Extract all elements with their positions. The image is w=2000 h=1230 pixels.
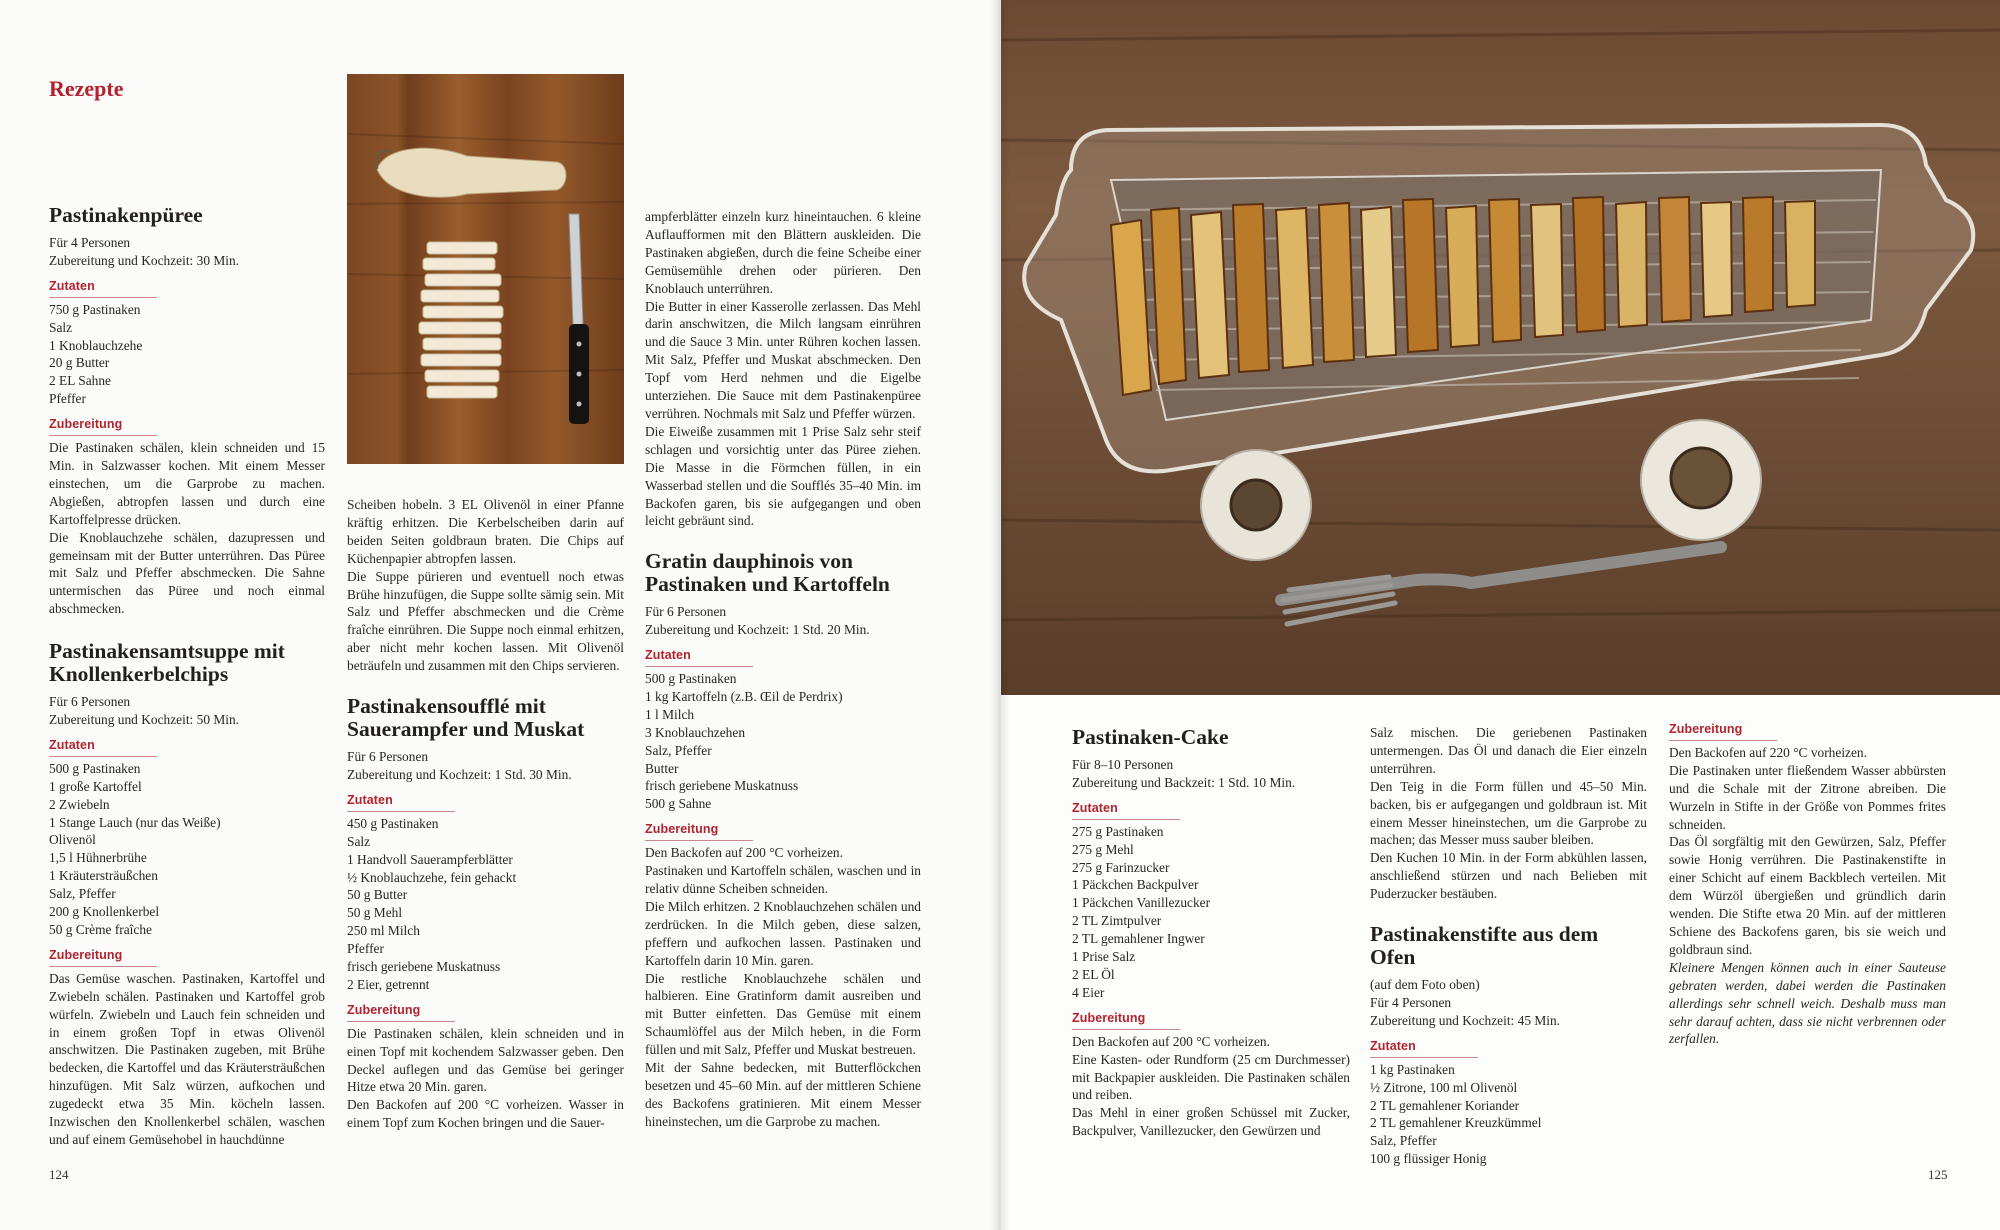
parsnip-board-photo (347, 74, 624, 464)
ingredients-heading: Zutaten (1072, 800, 1180, 820)
ingredient-item: 1 Stange Lauch (nur das Weiße) (49, 814, 221, 830)
preparation-step: ampferblätter einzeln kurz hineintauchen. 6 kleine Auflaufformen mit den Blättern auskleiden. Die Pastinaken abgießen, durch die feine Scheibe einer Gemüsemühle drehen oder pürieren. Den Knoblauch unterrühren. (645, 209, 921, 296)
preparation-step: Das Gemüse waschen. Pastinaken, Kartoffel und Zwiebeln schälen. Pastinaken und Kartoffel grob würfeln. Zwiebeln und Lauch fein schneiden und in einem großen Topf in etwas Olivenöl anschwitzen. Die Pastinaken zugeben, mit Brühe bedecken, die Kartoffel und das Kräutersträußchen hinzufügen. Mit Salz würzen, aufkochen und zugedeckt etwa 35 Min. köcheln lassen. Inzwischen den Knollenkerbel schälen, waschen und auf einem Gemüsehobel in hauchdünne (49, 970, 325, 1147)
ingredient-item: 100 g flüssiger Honig (1370, 1151, 1487, 1167)
ingredient-item: 2 Zwiebeln (49, 796, 110, 812)
ingredient-item: Salz, Pfeffer (49, 886, 116, 902)
ingredient-item: ½ Knoblauchzehe, fein gehackt (347, 869, 517, 885)
recipe-title: Pastinakenstifte aus dem Ofen (1370, 922, 1599, 970)
preparation-step: Die Eiweiße zusammen mit 1 Prise Salz sehr steif schlagen und vorsichtig unter das Püree ziehen. Die Masse in die Förmchen füllen, in ein Wasserbad stellen und die Soufflés 35–40 Min. im Backofen garen, bis sie aufgegangen und oben leicht gebräunt sind. (645, 423, 921, 529)
column-6 (1669, 720, 1946, 1048)
ingredient-item: 1 Kräutersträußchen (49, 868, 158, 884)
ingredient-item: 50 g Mehl (347, 905, 403, 921)
recipe-note: (auf dem Foto oben) (1370, 977, 1480, 993)
preparation-step: Das Mehl in einer großen Schüssel mit Zucker, Backpulver, Vanillezucker, den Gewürzen und (1072, 1105, 1350, 1139)
column-2 (347, 496, 624, 1132)
preparation-step: Die restliche Knoblauchzehe schälen und halbieren. Eine Gratinform damit ausreiben und mit Butter einfetten. Das Gemüse mit einem Schaumlöffel aus der Milch heben, in die Form füllen und mit Salz, Pfeffer und Muskat bestreuen. (645, 970, 921, 1058)
ingredient-item: ½ Zitrone, 100 ml Olivenöl (1370, 1079, 1518, 1095)
recipe-title: Pastinaken-Cake (1072, 725, 1229, 749)
ingredients-heading: Zutaten (1370, 1038, 1478, 1058)
preparation-step: Die Pastinaken schälen, klein schneiden und in einen Topf mit kochendem Salzwasser geben. Den Deckel auflegen und das Gemüse bei geringer Hitze etwa 20 Min. garen. (347, 1025, 624, 1095)
ingredient-item: 20 g Butter (49, 355, 110, 371)
recipe-persons: Für 6 Personen (49, 694, 131, 710)
recipe-time: Zubereitung und Backzeit: 1 Std. 10 Min. (1072, 774, 1296, 790)
ingredient-item: 275 g Mehl (1072, 841, 1134, 857)
preparation-heading: Zubereitung (645, 821, 753, 841)
preparation-step: Mit der Sahne bedecken, mit Butterflöckchen besetzen und 45–60 Min. auf der mittleren Schiene des Backofens gratinieren. Mit einem Messer hineinstechen, um die Garprobe zu machen. (645, 1060, 921, 1129)
ingredient-item: Salz (347, 833, 371, 849)
ingredient-item: Salz, Pfeffer (1370, 1133, 1437, 1149)
recipe-time: Zubereitung und Kochzeit: 1 Std. 20 Min. (645, 622, 870, 638)
ingredient-item: Pfeffer (49, 391, 86, 407)
ingredient-item: 2 TL gemahlener Ingwer (1072, 931, 1205, 947)
ingredient-item: Salz, Pfeffer (645, 742, 712, 758)
ingredients-heading: Zutaten (49, 737, 157, 757)
preparation-step: Den Backofen auf 200 °C vorheizen. (1072, 1033, 1270, 1049)
ingredient-item: 750 g Pastinaken (49, 301, 141, 317)
ingredient-item: 1 Knoblauchzehe (49, 337, 143, 353)
ingredient-item: 4 Eier (1072, 984, 1105, 1000)
ingredient-list (1072, 823, 1350, 1002)
ingredient-item: Salz (49, 319, 73, 335)
preparation-step: Den Backofen auf 200 °C vorheizen. Wasser in einem Topf zum Kochen bringen und die Sauer- (347, 1097, 624, 1131)
preparation-step: Das Öl sorgfältig mit den Gewürzen, Salz, Pfeffer sowie Honig verrühren. Die Pastinakenstifte in einer Schicht auf einem Backblech verteilen. Mit dem Würzöl übergießen und gründlich darin wenden. Die Stifte etwa 20 Min. auf der mittleren Schiene des Backofens garen, bis sie weich und goldbraun sind. (1669, 834, 1946, 957)
recipe-persons: Für 6 Personen (645, 604, 727, 620)
ingredient-item: frisch geriebene Muskatnuss (347, 959, 501, 975)
ingredient-item: 275 g Farinzucker (1072, 859, 1170, 875)
recipe-title: Pastinakensoufflé mit Sauerampfer und Muskat (347, 694, 585, 742)
preparation-step: Die Pastinaken unter fließendem Wasser abbürsten und die Schale mit der Zitrone abreiben. Die Wurzeln in Stifte in der Größe von Pommes frites schneiden. (1669, 762, 1946, 832)
ingredients-heading: Zutaten (645, 647, 753, 667)
parsnip-photo-art (347, 74, 624, 464)
section-label: Rezepte (49, 76, 124, 101)
tip-note: Kleinere Mengen können auch in einer Sauteuse gebraten werden, dabei werden die Pastinaken allerdings sehr schnell weich. Deshalb muss man sehr darauf achten, dass sie nicht verbrennen oder zerfallen. (1669, 959, 1946, 1047)
preparation-step: Die Knoblauchzehe schälen, dazupressen und gemeinsam mit der Butter unterrühren. Das Püree mit Salz und Pfeffer abschmecken. Die Sahne untermischen das Püree und noch einmal abschmecken. (49, 529, 325, 617)
roasted-parsnips-photo-art (1001, 0, 2000, 695)
preparation-heading: Zubereitung (347, 1002, 455, 1022)
ingredient-list (49, 301, 325, 408)
ingredient-item: 1 Handvoll Sauerampferblätter (347, 851, 513, 867)
page-number-right: 125 (1928, 1167, 1948, 1182)
ingredient-item: 500 g Pastinaken (49, 760, 141, 776)
ingredient-list (49, 760, 325, 939)
ingredient-item: 1 l Milch (645, 706, 695, 722)
ingredient-item: 200 g Knollenkerbel (49, 904, 160, 920)
ingredient-item: Butter (645, 760, 679, 776)
preparation-step: Die Milch erhitzen. 2 Knoblauchzehen schälen und zerdrücken. In die Milch geben, diese salzen, pfeffern und aufkochen lassen. Pastinaken und Kartoffeln darin 10 Min. garen. (645, 898, 921, 968)
preparation-heading: Zubereitung (1669, 721, 1777, 741)
ingredient-item: 1 Päckchen Backpulver (1072, 877, 1199, 893)
preparation-step: Scheiben hobeln. 3 EL Olivenöl in einer Pfanne kräftig erhitzen. Die Kerbelscheiben darin auf beiden Seiten goldbraun braten. Die Chips auf Küchenpapier abtropfen lassen. (347, 497, 624, 566)
ingredient-item: frisch geriebene Muskatnuss (645, 778, 799, 794)
ingredient-item: 500 g Pastinaken (645, 671, 737, 687)
preparation-heading: Zubereitung (49, 947, 157, 967)
recipe-persons: Für 8–10 Personen (1072, 757, 1174, 772)
ingredient-item: 50 g Butter (347, 887, 408, 903)
recipe-time: Zubereitung und Kochzeit: 1 Std. 30 Min. (347, 766, 572, 782)
ingredient-item: 250 ml Milch (347, 923, 420, 939)
page-number-left: 124 (49, 1167, 69, 1182)
ingredient-list (645, 670, 921, 813)
ingredient-list (347, 815, 624, 994)
ingredient-item: 50 g Crème fraîche (49, 922, 152, 937)
ingredient-item: 2 TL Zimtpulver (1072, 913, 1162, 929)
column-3 (645, 208, 921, 1131)
ingredient-item: 2 Eier, getrennt (347, 976, 430, 992)
ingredient-item: 3 Knoblauchzehen (645, 724, 746, 740)
ingredient-item: 500 g Sahne (645, 796, 712, 812)
preparation-step: Pastinaken und Kartoffeln schälen, waschen und in relativ dünne Scheiben schneiden. (645, 863, 921, 896)
recipe-time: Zubereitung und Kochzeit: 45 Min. (1370, 1012, 1561, 1028)
recipe-title: Pastinakensamtsuppe mit Knollenkerbelchips (49, 639, 285, 687)
ingredients-heading: Zutaten (49, 278, 157, 298)
ingredient-item: Pfeffer (347, 941, 384, 957)
column-5 (1370, 724, 1647, 1168)
recipe-persons: Für 6 Personen (347, 749, 429, 765)
recipe-persons: Für 4 Personen (1370, 994, 1452, 1010)
preparation-step: Salz mischen. Die geriebenen Pastinaken untermengen. Das Öl und danach die Eier einzeln unterrühren. (1370, 725, 1647, 776)
recipe-persons: Für 4 Personen (49, 235, 131, 250)
recipe-title: Gratin dauphinois von Pastinaken und Kartoffeln (645, 549, 890, 597)
preparation-heading: Zubereitung (1072, 1010, 1180, 1030)
ingredient-item: 1 Päckchen Vanillezucker (1072, 895, 1211, 911)
roasted-parsnips-photo (1001, 0, 2000, 695)
preparation-step: Die Suppe pürieren und eventuell noch etwas Brühe hinzufügen, die Suppe sollte sämig sein. Mit Salz und Pfeffer abschmecken und die Crème fraîche einrühren. Die Suppe noch einmal erhitzen, aber nicht mehr kochen lassen. Mit Olivenöl beträufeln und zusammen mit den Chips servieren. (347, 568, 624, 674)
ingredient-list (1370, 1061, 1647, 1168)
ingredient-item: 450 g Pastinaken (347, 815, 439, 831)
ingredient-item: 1,5 l Hühnerbrühe (49, 850, 147, 866)
book-gutter (990, 0, 1010, 1230)
ingredient-item: 275 g Pastinaken (1072, 823, 1164, 839)
preparation-step: Den Backofen auf 200 °C vorheizen. (645, 845, 843, 861)
preparation-step: Die Butter in einer Kasserolle zerlassen. Das Mehl darin anschwitzen, die Milch langsam einrühren und die Sauce 3 Min. unter Rühren kochen lassen. Mit Salz, Pfeffer und Muskat abschmecken. Den Topf vom Herd nehmen und die Eigelbe unterziehen. Die Sauce mit dem Pastinakenpüree verrühren. Nochmals mit Salz und Pfeffer würzen. (645, 298, 921, 421)
ingredient-item: 2 TL gemahlener Kreuzkümmel (1370, 1115, 1542, 1131)
ingredient-item: 1 große Kartoffel (49, 778, 142, 794)
preparation-step: Die Pastinaken schälen, klein schneiden und 15 Min. in Salzwasser kochen. Mit einem Messer einstechen, um die Garprobe zu machen. Abgießen, abtropfen lassen und durch eine Kartoffelpresse drücken. (49, 440, 325, 527)
column-1 (49, 204, 325, 1149)
recipe-title: Pastinakenpüree (49, 203, 203, 227)
preparation-step: Den Teig in die Form füllen und 45–50 Min. backen, bis er aufgegangen und goldbraun ist. Mit einem Messer hineinstechen, um die Garprobe zu machen; das Messer muss sauber bleiben. (1370, 778, 1647, 848)
ingredient-item: 2 EL Öl (1072, 966, 1115, 982)
preparation-step: Eine Kasten- oder Rundform (25 cm Durchmesser) mit Backpapier auskleiden. Die Pastinaken schälen und reiben. (1072, 1051, 1350, 1103)
recipe-time: Zubereitung und Kochzeit: 30 Min. (49, 252, 240, 268)
preparation-step: Den Kuchen 10 Min. in der Form abkühlen lassen, anschließend stürzen und nach Belieben mit Puderzucker bestäuben. (1370, 850, 1647, 902)
recipe-time: Zubereitung und Kochzeit: 50 Min. (49, 712, 240, 728)
ingredient-item: 1 Prise Salz (1072, 949, 1136, 965)
ingredient-item: 2 TL gemahlener Koriander (1370, 1097, 1520, 1113)
ingredient-item: Olivenöl (49, 832, 96, 848)
ingredient-item: 1 kg Kartoffeln (z.B. Œil de Perdrix) (645, 688, 843, 704)
preparation-step: Den Backofen auf 220 °C vorheizen. (1669, 744, 1867, 760)
column-4 (1072, 726, 1350, 1140)
preparation-heading: Zubereitung (49, 416, 157, 436)
ingredient-item: 2 EL Sahne (49, 373, 111, 389)
ingredient-item: 1 kg Pastinaken (1370, 1061, 1455, 1077)
ingredients-heading: Zutaten (347, 792, 455, 812)
